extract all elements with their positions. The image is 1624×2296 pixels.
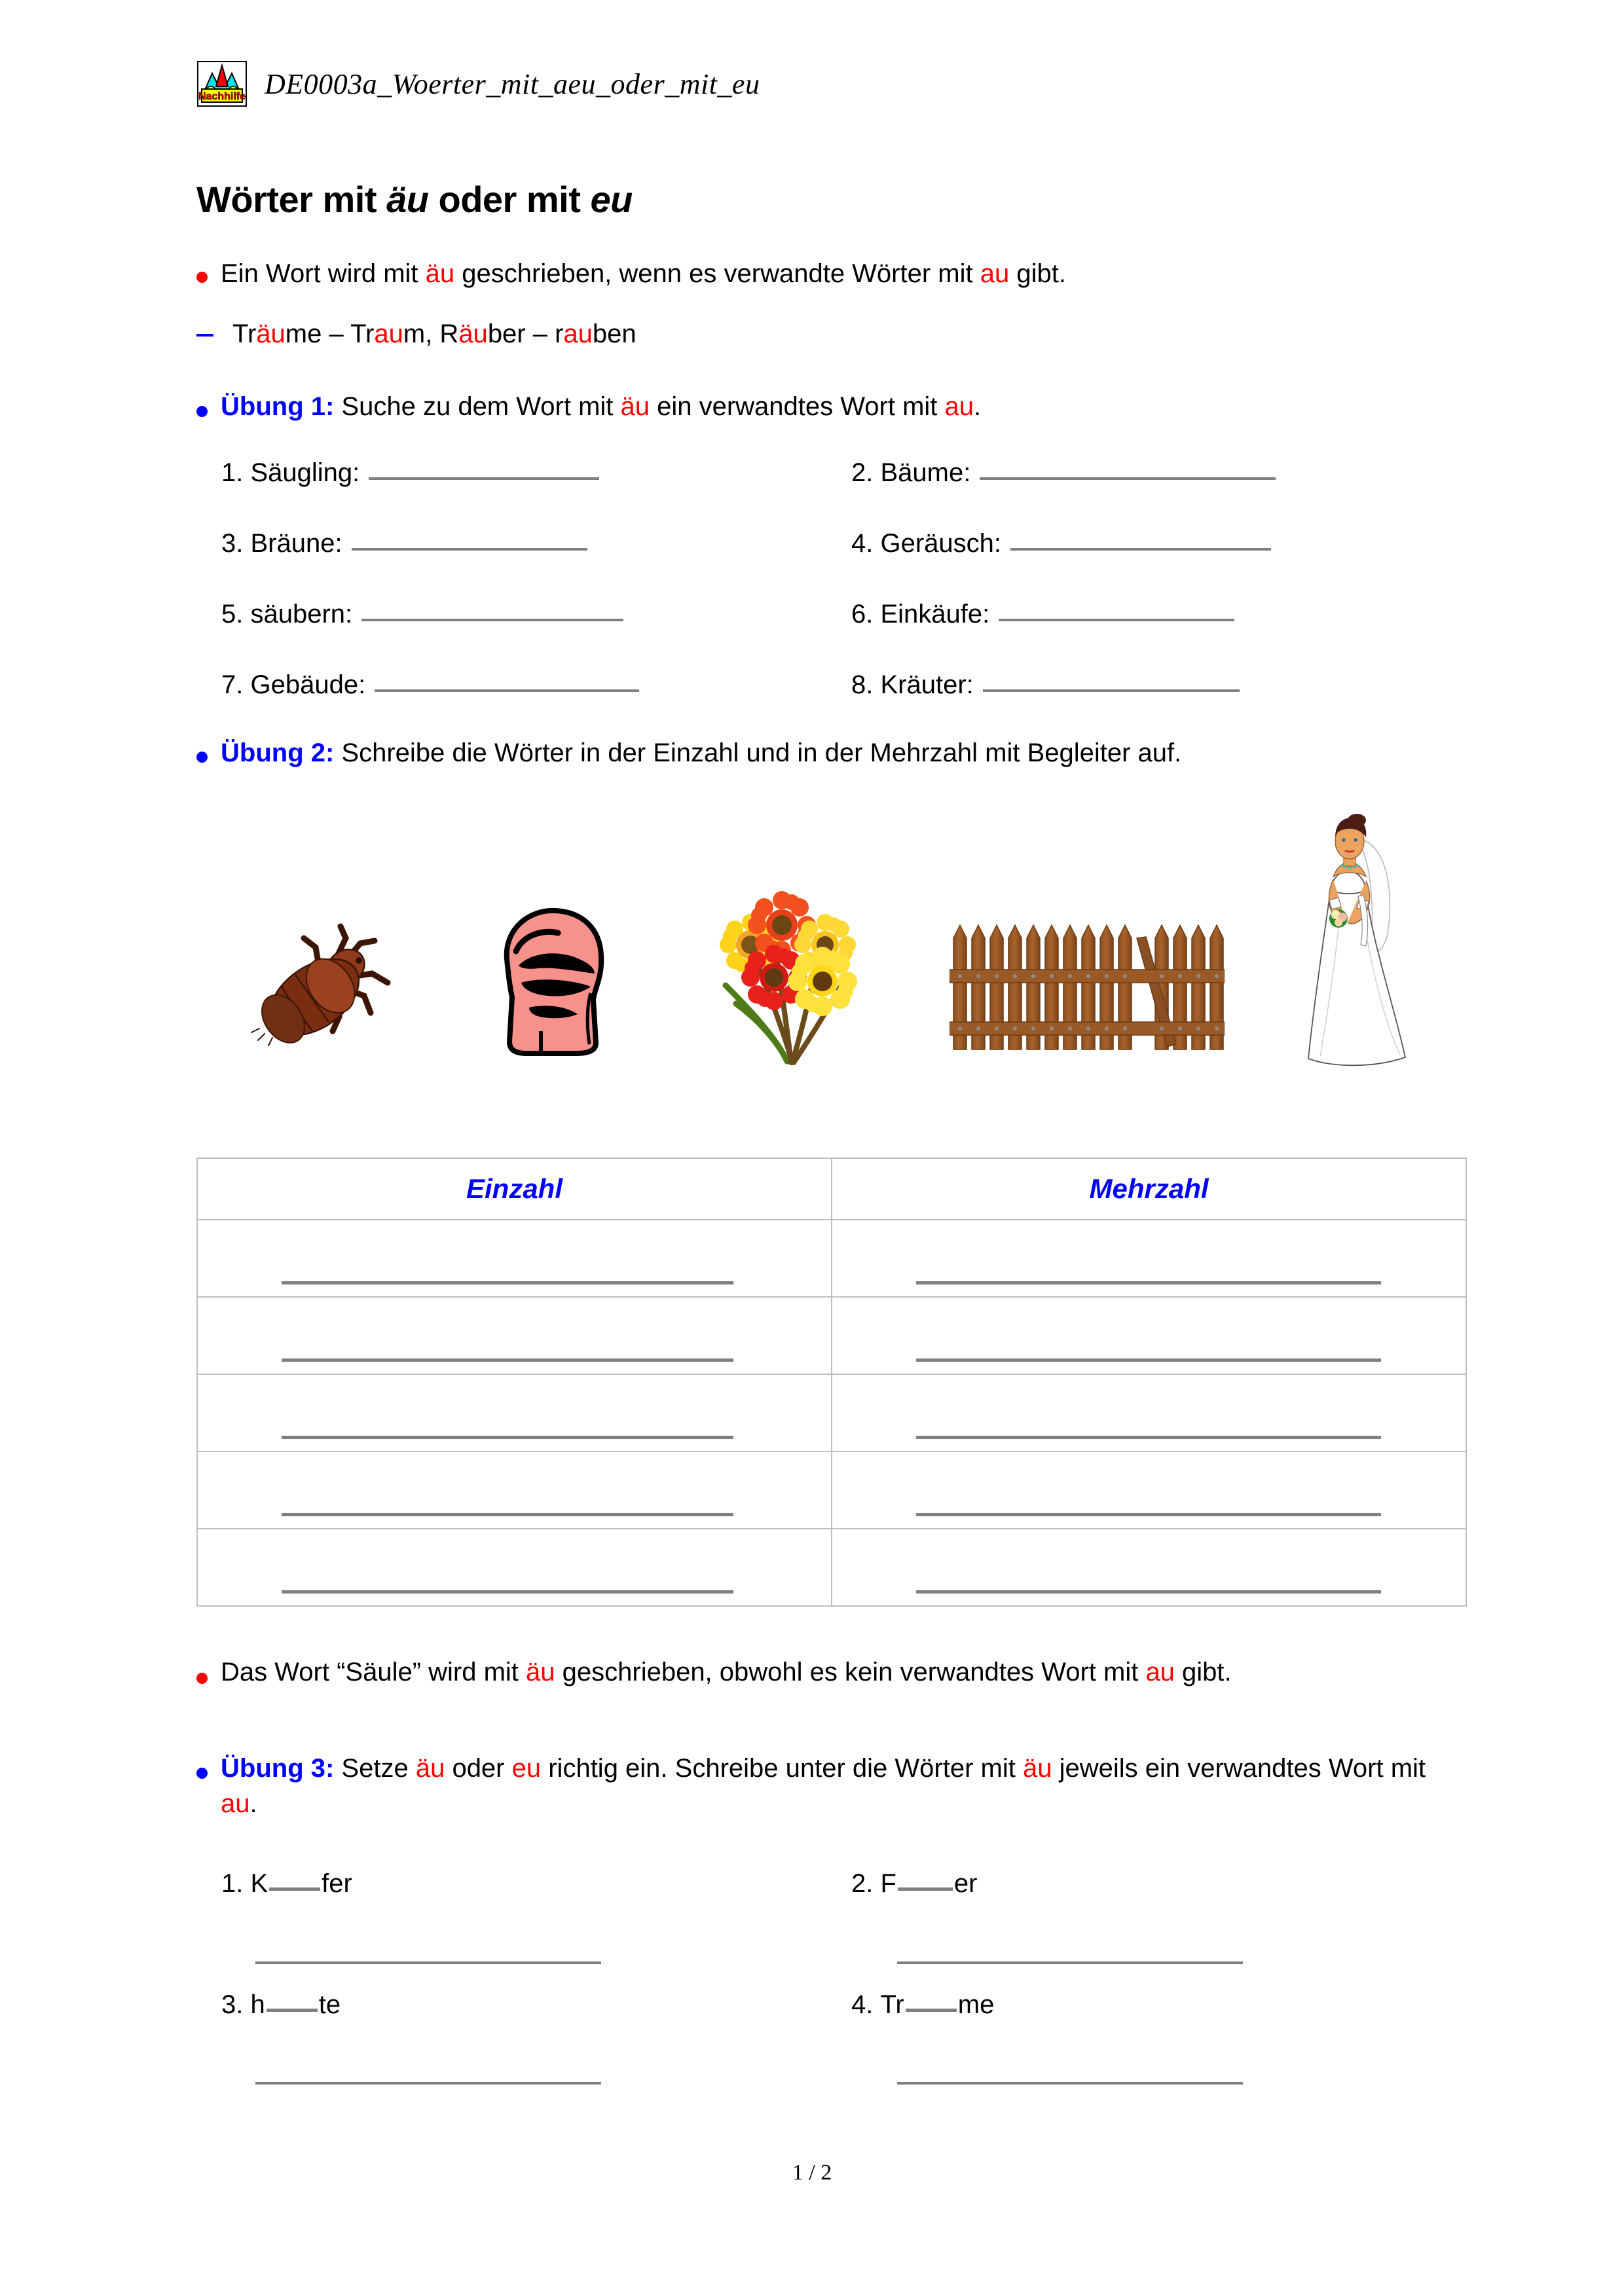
einzahl-mehrzahl-table bbox=[196, 1157, 1467, 1607]
rule1-e: gibt. bbox=[1009, 259, 1066, 288]
answer-blank[interactable] bbox=[361, 619, 623, 621]
item-number: 6. bbox=[851, 600, 874, 629]
answer-blank[interactable] bbox=[916, 1281, 1381, 1285]
item-prefix: F bbox=[880, 1869, 896, 1898]
rule2-a: Das Wort “Säule” wird mit bbox=[221, 1658, 526, 1686]
answer-blank[interactable] bbox=[983, 689, 1240, 692]
item-word: Bäume: bbox=[880, 458, 971, 487]
answer-blank[interactable] bbox=[916, 1436, 1381, 1439]
table-row bbox=[197, 1220, 1466, 1297]
uebung1-item-2 bbox=[851, 458, 1276, 488]
uebung3-item-1 bbox=[221, 1869, 352, 1899]
uebung3-e: richtig ein. Schreibe unter die Wörter mit bbox=[541, 1754, 1023, 1783]
table-row bbox=[197, 1529, 1466, 1606]
table-header-row bbox=[197, 1158, 1466, 1220]
rule2-text bbox=[221, 1655, 1468, 1690]
uebung3-heading bbox=[221, 1751, 1468, 1821]
item-word: säubern: bbox=[250, 600, 353, 629]
item-word: Säugling: bbox=[250, 458, 360, 487]
item-word: Gebäude: bbox=[250, 670, 366, 699]
item-number: 1. bbox=[221, 1869, 244, 1898]
answer-blank[interactable] bbox=[980, 477, 1276, 480]
rule2-bullet-icon bbox=[196, 1673, 208, 1684]
answer-blank[interactable] bbox=[282, 1358, 733, 1362]
cell-einzahl[interactable] bbox=[197, 1297, 832, 1374]
item-suffix: fer bbox=[322, 1869, 352, 1898]
item-suffix: te bbox=[318, 1990, 341, 2019]
answer-blank[interactable] bbox=[916, 1513, 1381, 1516]
uebung1-item-4 bbox=[851, 529, 1271, 558]
letter-blank[interactable] bbox=[269, 1887, 320, 1891]
ex-t4: ber – r bbox=[487, 319, 564, 348]
uebung1-item-6 bbox=[851, 600, 1234, 629]
uebung3-answer-blank-1[interactable] bbox=[255, 1961, 601, 1964]
answer-blank[interactable] bbox=[375, 689, 639, 692]
ex-t3: m, R bbox=[403, 319, 459, 348]
item-number: 2. bbox=[851, 1869, 874, 1898]
item-number: 4. bbox=[851, 529, 874, 558]
cell-mehrzahl[interactable] bbox=[832, 1529, 1466, 1606]
uebung2-heading bbox=[221, 736, 1478, 771]
uebung3-bullet-icon bbox=[196, 1768, 208, 1779]
item-prefix: h bbox=[250, 1990, 265, 2019]
rule1-example-text bbox=[232, 317, 1149, 352]
uebung3-g: jeweils ein verwandtes Wort mit bbox=[1052, 1754, 1426, 1783]
column-header-einzahl: Einzahl bbox=[197, 1158, 832, 1220]
rule1-a: Ein Wort wird mit bbox=[221, 259, 426, 288]
answer-blank[interactable] bbox=[916, 1358, 1381, 1362]
letter-blank[interactable] bbox=[906, 2009, 957, 2012]
uebung1-bullet-icon bbox=[196, 406, 208, 417]
item-suffix: me bbox=[957, 1990, 995, 2019]
ex-r3: äu bbox=[458, 319, 488, 348]
uebung3-highlight-aeu-1: äu bbox=[415, 1754, 445, 1783]
item-suffix: er bbox=[953, 1869, 978, 1898]
item-number: 5. bbox=[221, 600, 244, 629]
rule2-e: gibt. bbox=[1174, 1658, 1232, 1686]
cell-mehrzahl[interactable] bbox=[832, 1451, 1466, 1529]
uebung2-text: Schreibe die Wörter in der Einzahl und in der Mehrzahl mit Begleiter auf. bbox=[334, 738, 1182, 767]
uebung3-answer-blank-3[interactable] bbox=[255, 2082, 601, 2085]
uebung1-highlight-aeu: äu bbox=[620, 392, 650, 421]
item-number: 7. bbox=[221, 670, 244, 699]
uebung1-e: . bbox=[974, 392, 982, 421]
page-number: 1 / 2 bbox=[792, 2160, 832, 2185]
uebung3-item-2 bbox=[851, 1869, 978, 1899]
uebung3-answer-blank-4[interactable] bbox=[897, 2082, 1243, 2085]
nachhilfe-logo-icon bbox=[196, 60, 248, 107]
answer-blank[interactable] bbox=[282, 1436, 733, 1439]
uebung1-item-8 bbox=[851, 670, 1240, 700]
flower-bouquet-image bbox=[714, 882, 884, 1068]
answer-blank[interactable] bbox=[1010, 548, 1271, 551]
page-footer bbox=[0, 2160, 1624, 2185]
document-code-label: DE0003a_Woerter_mit_aeu_oder_mit_eu bbox=[265, 67, 760, 100]
item-number: 3. bbox=[221, 1990, 244, 2019]
table-row bbox=[197, 1374, 1466, 1451]
louse-image bbox=[236, 900, 406, 1061]
uebung2-bullet-icon bbox=[196, 752, 208, 763]
table-row bbox=[197, 1451, 1466, 1529]
cell-mehrzahl[interactable] bbox=[832, 1297, 1466, 1374]
answer-blank[interactable] bbox=[369, 477, 599, 480]
cell-mehrzahl[interactable] bbox=[832, 1220, 1466, 1297]
rule1-text bbox=[221, 257, 1465, 292]
item-number: 3. bbox=[221, 529, 244, 558]
fist-image bbox=[478, 895, 622, 1062]
cell-einzahl[interactable] bbox=[197, 1220, 832, 1297]
uebung1-highlight-au: au bbox=[944, 392, 974, 421]
item-number: 1. bbox=[221, 458, 244, 487]
rule1-highlight-aeu: äu bbox=[425, 259, 455, 288]
rule1-bullet-icon bbox=[196, 272, 208, 283]
document-header bbox=[196, 60, 760, 107]
answer-blank[interactable] bbox=[999, 619, 1234, 621]
answer-blank[interactable] bbox=[282, 1281, 733, 1285]
cell-mehrzahl[interactable] bbox=[832, 1374, 1466, 1451]
title-emphasis-aeu: äu bbox=[386, 179, 429, 220]
item-prefix: Tr bbox=[880, 1990, 904, 2019]
uebung3-item-4 bbox=[851, 1990, 994, 2020]
item-word: Kräuter: bbox=[880, 670, 974, 699]
answer-blank[interactable] bbox=[282, 1590, 733, 1594]
rule2-highlight-au: au bbox=[1145, 1658, 1175, 1686]
ex-t5: ben bbox=[592, 319, 637, 348]
uebung3-highlight-au: au bbox=[221, 1789, 250, 1818]
answer-blank[interactable] bbox=[916, 1590, 1381, 1594]
uebung3-c: oder bbox=[445, 1754, 512, 1783]
uebung3-label: Übung 3: bbox=[221, 1754, 335, 1783]
ex-t1: Tr bbox=[232, 319, 257, 348]
cell-einzahl[interactable] bbox=[197, 1374, 832, 1451]
title-emphasis-eu: eu bbox=[590, 179, 633, 220]
rule2-highlight-aeu: äu bbox=[526, 1658, 555, 1686]
item-word: Einkäufe: bbox=[880, 600, 990, 629]
bride-image bbox=[1270, 809, 1434, 1074]
item-word: Bräune: bbox=[250, 529, 342, 558]
uebung3-highlight-aeu-2: äu bbox=[1022, 1754, 1052, 1783]
uebung3-a: Setze bbox=[334, 1754, 416, 1783]
title-part-1: Wörter mit bbox=[196, 179, 387, 220]
page-title bbox=[196, 178, 633, 221]
uebung1-heading bbox=[221, 390, 1465, 425]
item-number: 4. bbox=[851, 1990, 874, 2019]
uebung1-item-3 bbox=[221, 529, 587, 558]
column-header-mehrzahl: Mehrzahl bbox=[832, 1158, 1466, 1220]
uebung3-highlight-eu: eu bbox=[511, 1754, 542, 1783]
answer-blank[interactable] bbox=[352, 548, 587, 551]
svg-text:Nachhilfe: Nachhilfe bbox=[198, 91, 246, 102]
title-part-2: oder mit bbox=[428, 179, 591, 220]
cell-einzahl[interactable] bbox=[197, 1451, 832, 1529]
table-row bbox=[197, 1297, 1466, 1374]
item-prefix: K bbox=[250, 1869, 268, 1898]
item-number: 2. bbox=[851, 458, 874, 487]
uebung1-item-5 bbox=[221, 600, 623, 629]
picture-strip bbox=[196, 792, 1467, 1074]
rule1-example-dash-icon bbox=[196, 334, 213, 337]
uebung1-item-7 bbox=[221, 670, 639, 700]
uebung1-label: Übung 1: bbox=[221, 392, 335, 421]
uebung3-answer-blank-2[interactable] bbox=[897, 1961, 1243, 1964]
uebung1-c: ein verwandtes Wort mit bbox=[650, 392, 945, 421]
letter-blank[interactable] bbox=[898, 1887, 953, 1891]
item-number: 8. bbox=[851, 670, 874, 699]
letter-blank[interactable] bbox=[267, 2009, 318, 2012]
ex-r1: äu bbox=[256, 319, 286, 348]
answer-blank[interactable] bbox=[282, 1513, 733, 1516]
cell-einzahl[interactable] bbox=[197, 1529, 832, 1606]
rule1-highlight-au: au bbox=[980, 259, 1010, 288]
ex-t2: me – Tr bbox=[285, 319, 375, 348]
ex-r4: au bbox=[563, 319, 593, 348]
item-word: Geräusch: bbox=[880, 529, 1002, 558]
uebung3-i: . bbox=[249, 1789, 257, 1818]
fence-image bbox=[950, 919, 1225, 1059]
rule2-c: geschrieben, obwohl es kein verwandtes Wort mit bbox=[555, 1658, 1146, 1686]
uebung1-item-1 bbox=[221, 458, 599, 488]
rule1-c: geschrieben, wenn es verwandte Wörter mit bbox=[454, 259, 980, 288]
uebung1-a: Suche zu dem Wort mit bbox=[334, 392, 621, 421]
ex-r2: au bbox=[374, 319, 403, 348]
uebung2-label: Übung 2: bbox=[221, 738, 335, 767]
uebung3-item-3 bbox=[221, 1990, 341, 2020]
